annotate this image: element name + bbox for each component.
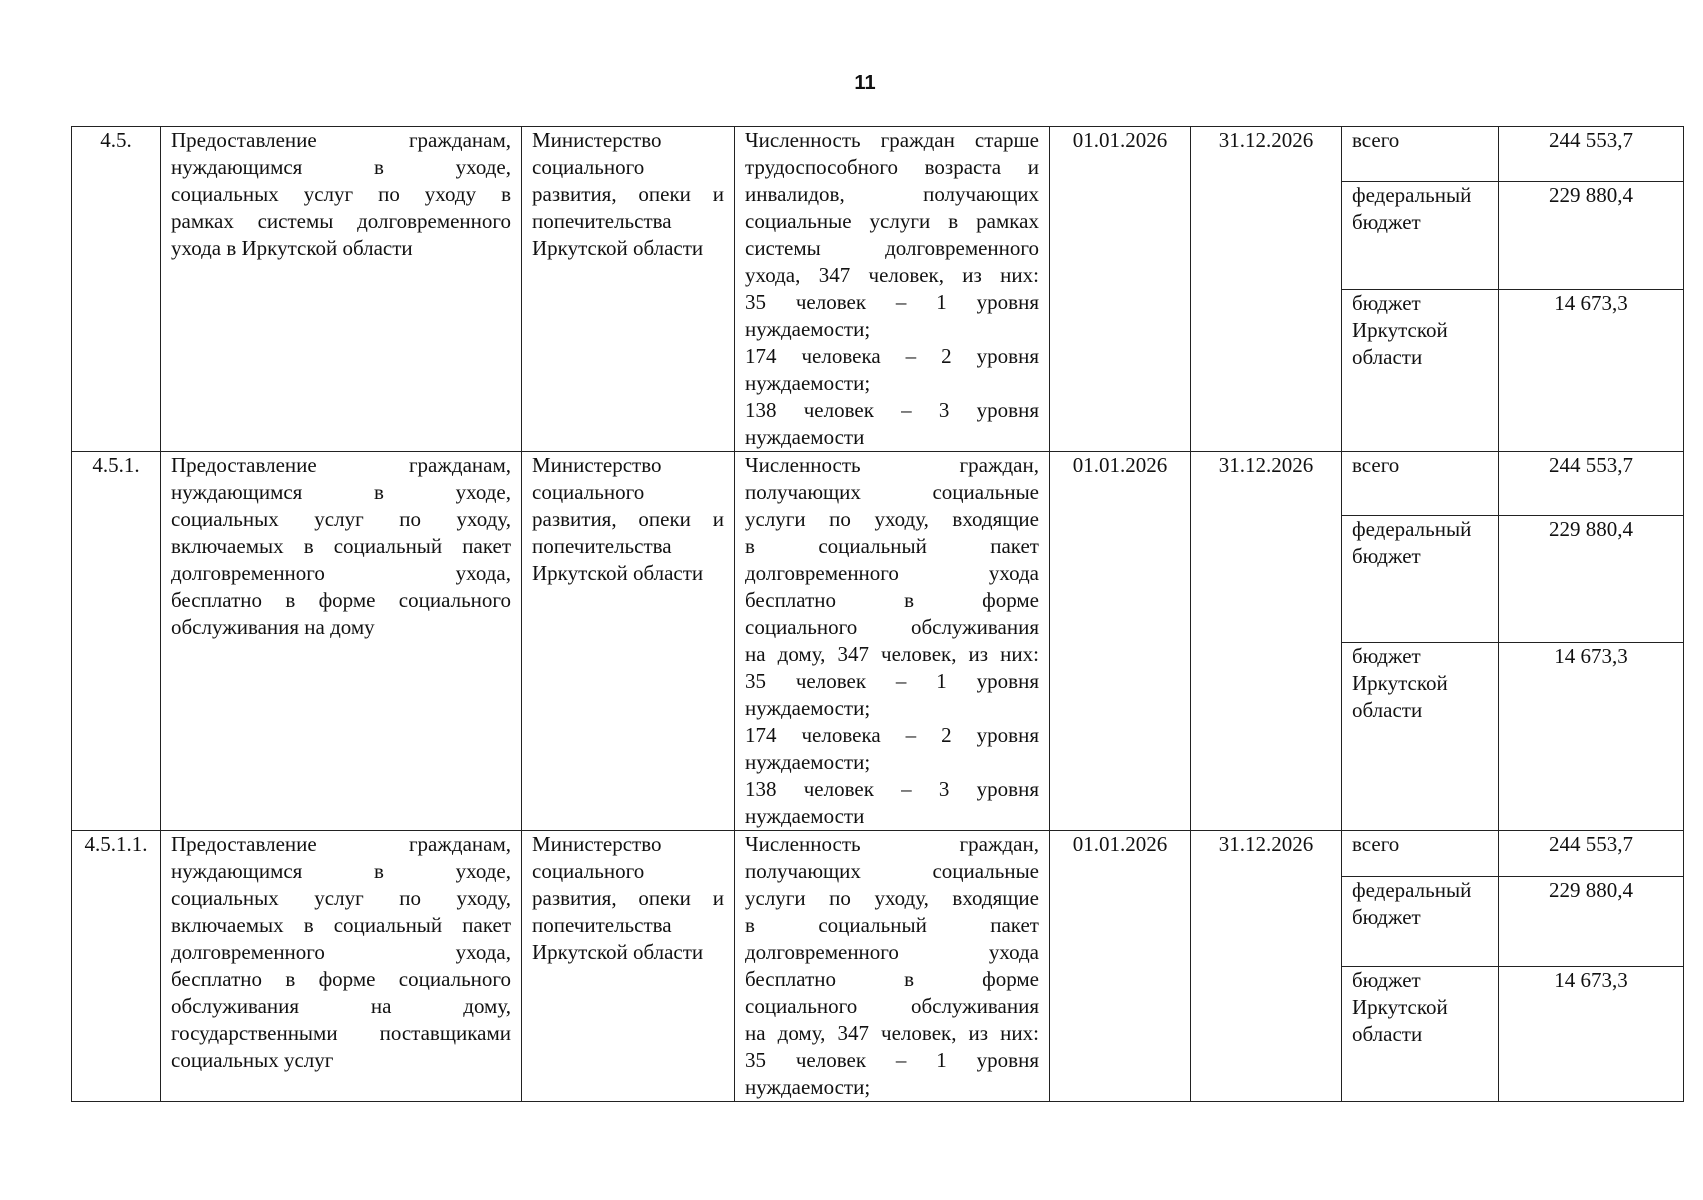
- funding-source-cell: [1342, 127, 1499, 182]
- executor-text: [532, 127, 724, 262]
- funding-amount-cell: 229 880,4: [1499, 182, 1684, 290]
- funding-source-line: бюджет: [1352, 210, 1421, 235]
- start-date-cell: 01.01.2026: [1050, 127, 1191, 452]
- executor-line: попечительства: [532, 209, 672, 233]
- indicator-line: инвалидов, получающих: [745, 182, 1039, 206]
- funding-source-line: бюджет: [1352, 968, 1421, 993]
- funding-amount-cell: 244 553,7: [1499, 127, 1684, 182]
- indicator-line: нуждаемости: [745, 425, 865, 449]
- funding-source-cell: [1342, 452, 1499, 516]
- funding-source-cell: [1342, 642, 1499, 830]
- indicator-line: Численность граждан,: [745, 453, 1039, 477]
- table-row: [72, 831, 1684, 877]
- indicator-text: [745, 127, 1039, 451]
- executor-line: Иркутской области: [532, 561, 704, 585]
- measure-title-line: социальных услуг по уходу,: [171, 507, 511, 531]
- measure-title-line: социальных услуг по уходу,: [171, 886, 511, 910]
- end-date-cell: 31.12.2026: [1191, 452, 1342, 831]
- table-row: [72, 452, 1684, 516]
- measure-title-line: долговременного ухода,: [171, 940, 511, 964]
- indicator-text: [745, 831, 1039, 1101]
- funding-amount-cell: 244 553,7: [1499, 452, 1684, 516]
- end-date-cell: 31.12.2026: [1191, 127, 1342, 452]
- measure-title-text: [171, 831, 511, 1074]
- row-number-cell: 4.5.: [72, 127, 161, 452]
- indicator-line: нуждаемости;: [745, 1075, 871, 1099]
- indicator-line: 35 человек – 1 уровня: [745, 1048, 1039, 1072]
- indicator-line: услуги по уходу, входящие: [745, 886, 1039, 910]
- indicator-line: Численность граждан старше: [745, 128, 1039, 152]
- executor-line: попечительства: [532, 913, 672, 937]
- start-date-cell: 01.01.2026: [1050, 831, 1191, 1102]
- funding-source-cell: [1342, 516, 1499, 642]
- indicator-line: 138 человек – 3 уровня: [745, 777, 1039, 801]
- funding-source-line: бюджет: [1352, 643, 1421, 668]
- funding-source-line: федеральный: [1352, 183, 1472, 208]
- funding-source-line: Иркутской: [1352, 995, 1448, 1020]
- funding-source-cell: [1342, 182, 1499, 290]
- executor-line: развития, опеки и: [532, 886, 724, 910]
- funding-source-text: [1352, 290, 1488, 371]
- executor-line: Министерство: [532, 128, 662, 152]
- executor-line: социального: [532, 155, 645, 179]
- measure-title-line: рамках системы долговременного: [171, 209, 511, 233]
- executor-line: Иркутской области: [532, 236, 704, 260]
- measure-title-line: нуждающимся в уходе,: [171, 859, 511, 883]
- indicator-line: получающих социальные: [745, 480, 1039, 504]
- funding-source-line: федеральный: [1352, 517, 1472, 542]
- measure-title-line: социальных услуг по уходу в: [171, 182, 511, 206]
- measure-title-line: бесплатно в форме социального: [171, 588, 511, 612]
- indicator-line: 174 человека – 2 уровня: [745, 344, 1039, 368]
- funding-source-line: области: [1352, 697, 1423, 722]
- indicator-line: нуждаемости;: [745, 750, 871, 774]
- indicator-line: получающих социальные: [745, 859, 1039, 883]
- measure-title-line: долговременного ухода,: [171, 561, 511, 585]
- indicator-line: 35 человек – 1 уровня: [745, 290, 1039, 314]
- funding-source-text: [1352, 831, 1488, 858]
- page-number: 11: [854, 72, 876, 94]
- end-date-cell: 31.12.2026: [1191, 831, 1342, 1102]
- funding-source-line: Иркутской: [1352, 318, 1448, 343]
- indicator-line: 138 человек – 3 уровня: [745, 398, 1039, 422]
- funding-amount-cell: 229 880,4: [1499, 516, 1684, 642]
- measure-title-cell: [161, 452, 522, 831]
- indicator-line: нуждаемости;: [745, 696, 871, 720]
- indicator-line: системы долговременного: [745, 236, 1039, 260]
- measure-title-line: Предоставление гражданам,: [171, 453, 511, 477]
- indicator-line: трудоспособного возраста и: [745, 155, 1039, 179]
- indicator-line: социальные услуги в рамках: [745, 209, 1039, 233]
- indicator-line: на дому, 347 человек, из них:: [745, 1021, 1039, 1045]
- funding-amount-cell: 14 673,3: [1499, 967, 1684, 1102]
- measure-title-line: включаемых в социальный пакет: [171, 913, 511, 937]
- executor-cell: [522, 452, 735, 831]
- indicator-line: нуждаемости: [745, 804, 865, 828]
- funding-source-text: [1352, 127, 1488, 154]
- funding-source-line: бюджет: [1352, 291, 1421, 316]
- measure-title-line: социальных услуг: [171, 1048, 334, 1072]
- executor-line: развития, опеки и: [532, 507, 724, 531]
- funding-amount-cell: 14 673,3: [1499, 290, 1684, 452]
- funding-source-text: [1352, 516, 1488, 570]
- indicator-line: долговременного ухода: [745, 940, 1039, 964]
- table-row: [72, 127, 1684, 182]
- measure-title-text: [171, 127, 511, 262]
- indicator-line: долговременного ухода: [745, 561, 1039, 585]
- indicator-line: нуждаемости;: [745, 371, 871, 395]
- executor-cell: [522, 127, 735, 452]
- funding-source-cell: [1342, 290, 1499, 452]
- funding-source-line: всего: [1352, 832, 1400, 856]
- indicator-cell: [735, 452, 1050, 831]
- executor-line: социального: [532, 859, 645, 883]
- funding-source-line: всего: [1352, 128, 1400, 152]
- funding-source-text: [1352, 182, 1488, 236]
- indicator-line: на дому, 347 человек, из них:: [745, 642, 1039, 666]
- funding-amount-cell: 229 880,4: [1499, 876, 1684, 966]
- indicator-line: 174 человека – 2 уровня: [745, 723, 1039, 747]
- measure-title-cell: [161, 831, 522, 1102]
- executor-line: социального: [532, 480, 645, 504]
- executor-text: [532, 452, 724, 587]
- measure-title-line: государственными поставщиками: [171, 1021, 511, 1045]
- measure-title-line: ухода в Иркутской области: [171, 236, 413, 260]
- funding-source-cell: [1342, 967, 1499, 1102]
- funding-source-line: области: [1352, 345, 1423, 370]
- measure-title-line: нуждающимся в уходе,: [171, 480, 511, 504]
- indicator-line: социального обслуживания: [745, 615, 1039, 639]
- executor-line: Министерство: [532, 832, 662, 856]
- executor-line: попечительства: [532, 534, 672, 558]
- measure-title-line: обслуживания на дому: [171, 615, 375, 639]
- funding-source-text: [1352, 967, 1488, 1048]
- executor-line: Министерство: [532, 453, 662, 477]
- executor-line: развития, опеки и: [532, 182, 724, 206]
- measure-title-cell: [161, 127, 522, 452]
- executor-cell: [522, 831, 735, 1102]
- program-table: [71, 126, 1684, 1102]
- measure-title-line: включаемых в социальный пакет: [171, 534, 511, 558]
- indicator-line: ухода, 347 человек, из них:: [745, 263, 1039, 287]
- executor-line: Иркутской области: [532, 940, 704, 964]
- indicator-line: в социальный пакет: [745, 913, 1039, 937]
- indicator-text: [745, 452, 1039, 830]
- indicator-line: нуждаемости;: [745, 317, 871, 341]
- funding-source-text: [1352, 452, 1488, 479]
- funding-source-cell: [1342, 831, 1499, 877]
- measure-title-line: Предоставление гражданам,: [171, 832, 511, 856]
- indicator-cell: [735, 127, 1050, 452]
- table-body: [72, 127, 1684, 1102]
- indicator-line: бесплатно в форме: [745, 967, 1039, 991]
- funding-source-text: [1352, 643, 1488, 724]
- funding-amount-cell: 244 553,7: [1499, 831, 1684, 877]
- funding-source-line: бюджет: [1352, 544, 1421, 569]
- funding-amount-cell: 14 673,3: [1499, 642, 1684, 830]
- funding-source-line: области: [1352, 1022, 1423, 1047]
- funding-source-cell: [1342, 876, 1499, 966]
- indicator-line: социального обслуживания: [745, 994, 1039, 1018]
- measure-title-text: [171, 452, 511, 641]
- funding-source-line: бюджет: [1352, 904, 1421, 929]
- indicator-line: 35 человек – 1 уровня: [745, 669, 1039, 693]
- indicator-line: бесплатно в форме: [745, 588, 1039, 612]
- measure-title-line: Предоставление гражданам,: [171, 128, 511, 152]
- funding-source-line: Иркутской: [1352, 670, 1448, 695]
- executor-text: [532, 831, 724, 966]
- measure-title-line: нуждающимся в уходе,: [171, 155, 511, 179]
- row-number-cell: 4.5.1.1.: [72, 831, 161, 1102]
- measure-title-line: обслуживания на дому,: [171, 994, 511, 1018]
- row-number-cell: 4.5.1.: [72, 452, 161, 831]
- start-date-cell: 01.01.2026: [1050, 452, 1191, 831]
- funding-source-line: федеральный: [1352, 877, 1472, 902]
- indicator-line: услуги по уходу, входящие: [745, 507, 1039, 531]
- funding-source-text: [1352, 877, 1488, 931]
- indicator-line: в социальный пакет: [745, 534, 1039, 558]
- measure-title-line: бесплатно в форме социального: [171, 967, 511, 991]
- indicator-line: Численность граждан,: [745, 832, 1039, 856]
- indicator-cell: [735, 831, 1050, 1102]
- funding-source-line: всего: [1352, 453, 1400, 477]
